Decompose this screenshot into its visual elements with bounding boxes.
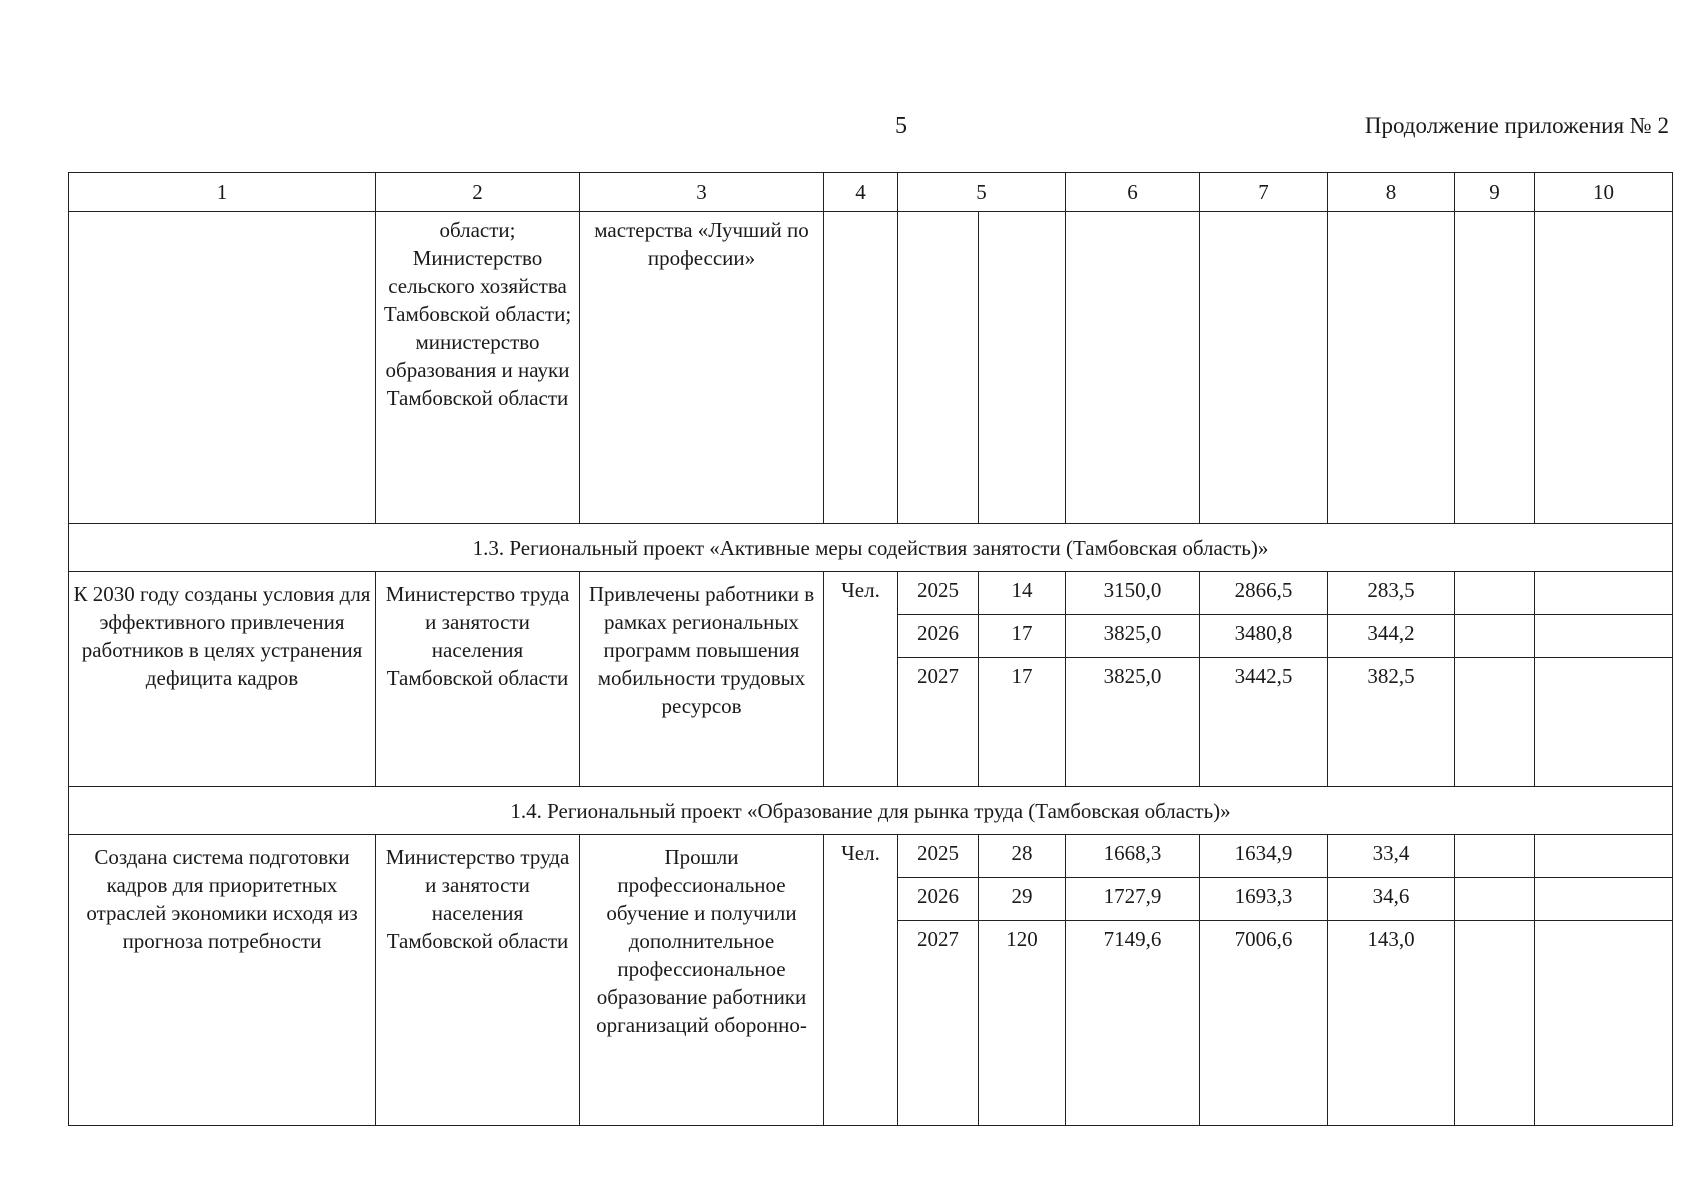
value-cell: 3825,0	[1066, 658, 1200, 787]
value-cell	[1455, 878, 1535, 921]
year-cell: 2026	[898, 878, 979, 921]
value-cell: 34,6	[1328, 878, 1455, 921]
value-cell: 33,4	[1328, 835, 1455, 878]
year-cell: 2025	[898, 572, 979, 615]
header-cell: 2	[376, 173, 580, 212]
value-cell: 3150,0	[1066, 572, 1200, 615]
value-cell: 1634,9	[1200, 835, 1328, 878]
value-cell	[1535, 615, 1673, 658]
result-cell: К 2030 году созданы условия для эффективного привлечения работников в целях устранения дефицита кадров	[69, 572, 376, 787]
value-cell	[1535, 878, 1673, 921]
header-cell: 4	[824, 173, 898, 212]
header-cell: 10	[1535, 173, 1673, 212]
cell-empty	[1066, 212, 1200, 524]
indicator-cell: Прошли профессиональное обучение и получили дополнительное профессиональное образование работники организаций оборонно-	[580, 835, 824, 1126]
value-cell	[1455, 835, 1535, 878]
cell-empty	[69, 212, 376, 524]
unit-cell: Чел.	[824, 572, 898, 787]
count-cell: 14	[979, 572, 1066, 615]
value-cell: 1693,3	[1200, 878, 1328, 921]
continuation-responsible: области; Министерство сельского хозяйства Тамбовской области; министерство образования и науки Тамбовской области	[376, 212, 580, 524]
section-title-row	[69, 524, 1673, 572]
value-cell: 7149,6	[1066, 921, 1200, 1126]
continuation-indicator: мастерства «Лучший по профессии»	[580, 212, 824, 524]
value-cell: 3825,0	[1066, 615, 1200, 658]
responsible-cell: Министерство труда и занятости населения Тамбовской области	[376, 572, 580, 787]
value-cell: 3442,5	[1200, 658, 1328, 787]
appendix-label: Продолжение приложения № 2	[1364, 113, 1669, 138]
value-cell: 143,0	[1328, 921, 1455, 1126]
cell-empty	[1328, 212, 1455, 524]
value-cell	[1535, 835, 1673, 878]
header-cell: 8	[1328, 173, 1455, 212]
year-cell: 2027	[898, 658, 979, 787]
count-cell: 17	[979, 658, 1066, 787]
value-cell	[1455, 615, 1535, 658]
year-cell: 2026	[898, 615, 979, 658]
cell-empty	[824, 212, 898, 524]
count-cell: 120	[979, 921, 1066, 1126]
value-cell: 382,5	[1328, 658, 1455, 787]
data-table	[68, 172, 1673, 1126]
result-cell: Создана система подготовки кадров для приоритетных отраслей экономики исходя из прогноза потребности	[69, 835, 376, 1126]
value-cell: 3480,8	[1200, 615, 1328, 658]
header-cell: 7	[1200, 173, 1328, 212]
count-cell: 17	[979, 615, 1066, 658]
header-cell: 6	[1066, 173, 1200, 212]
value-cell: 2866,5	[1200, 572, 1328, 615]
section-title: 1.4. Региональный проект «Образование для рынка труда (Тамбовская область)»	[69, 787, 1673, 835]
cell-empty	[1455, 212, 1535, 524]
count-cell: 28	[979, 835, 1066, 878]
cell-empty	[1535, 212, 1673, 524]
value-cell: 283,5	[1328, 572, 1455, 615]
value-cell: 1727,9	[1066, 878, 1200, 921]
count-cell: 29	[979, 878, 1066, 921]
indicator-cell: Привлечены работники в рамках региональных программ повышения мобильности трудовых ресурсов	[580, 572, 824, 787]
value-cell	[1535, 921, 1673, 1126]
value-cell	[1455, 921, 1535, 1126]
value-cell	[1455, 658, 1535, 787]
value-cell: 344,2	[1328, 615, 1455, 658]
header-cell: 5	[898, 173, 1066, 212]
cell-empty	[1200, 212, 1328, 524]
value-cell: 7006,6	[1200, 921, 1328, 1126]
cell-empty	[898, 212, 979, 524]
value-cell: 1668,3	[1066, 835, 1200, 878]
value-cell	[1455, 572, 1535, 615]
table-row	[69, 835, 1673, 878]
header-cell: 3	[580, 173, 824, 212]
table-row	[69, 572, 1673, 615]
header-cell: 9	[1455, 173, 1535, 212]
section-title: 1.3. Региональный проект «Активные меры содействия занятости (Тамбовская область)»	[69, 524, 1673, 572]
page-number: 5	[895, 113, 907, 139]
unit-cell: Чел.	[824, 835, 898, 1126]
header-row	[69, 173, 1673, 212]
year-cell: 2027	[898, 921, 979, 1126]
continuation-row	[69, 212, 1673, 524]
cell-empty	[979, 212, 1066, 524]
value-cell	[1535, 658, 1673, 787]
value-cell	[1535, 572, 1673, 615]
section-title-row	[69, 787, 1673, 835]
year-cell: 2025	[898, 835, 979, 878]
responsible-cell: Министерство труда и занятости населения Тамбовской области	[376, 835, 580, 1126]
header-cell: 1	[69, 173, 376, 212]
